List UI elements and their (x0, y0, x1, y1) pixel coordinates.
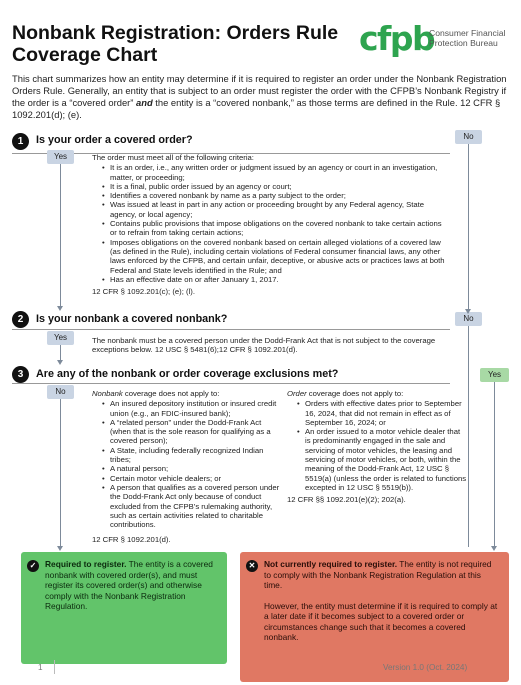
nonbank-exclusion: • A natural person; (102, 464, 282, 473)
title-line-1: Nonbank Registration: Orders Rule (12, 22, 339, 44)
question-3-number: 3 (12, 366, 29, 383)
flow-line-q2-no (468, 326, 469, 547)
required-text (45, 559, 217, 612)
question-3-text: Are any of the nonbank or order coverage exclusions met? (36, 368, 339, 380)
q2-no-pill: No (455, 312, 482, 326)
nonbank-exclusion: • A “related person” under the Dodd-Frank Act (when that is the sole reason for qualifying as a covered person); (102, 418, 282, 446)
not-required-text (264, 559, 499, 591)
question-2-divider (12, 329, 450, 330)
nonbank-exclusion: • A State, including federally recognized Indian tribes; (102, 446, 282, 465)
required-body: The entity is a covered nonbank with covered order(s), and must register its covered order(s) and otherwise comply with the Nonbank Registration Regulation. (45, 559, 213, 611)
q1-criterion: • Contains public provisions that impose obligations on the covered nonbank to take certain actions or to refrain from taking certain actions; (102, 219, 447, 238)
nonbank-exclusions-block (92, 389, 282, 545)
q1-criterion: • It is an order, i.e., any written order or judgment issued by an agency or court in an investigation, matter, or proceeding; (102, 163, 447, 182)
q2-text-block: The nonbank must be a covered person under the Dodd-Frank Act that is not subject to the coverage exceptions below. 12 USC § 5481(6);12 CFR § 1092.201(d). (92, 336, 436, 355)
version-label: Version 1.0 (Oct. 2024) (383, 663, 468, 672)
logo-line-1: Consumer Financial (429, 28, 506, 38)
flow-line-q3-to-required (60, 399, 61, 547)
intro-text-2: the entity is a “covered nonbank,” as those terms are defined in the Rule. 12 CFR § 1092.201(d); (e). (12, 97, 501, 120)
intro-text-1: This chart summarizes how an entity may determine if it is required to register an order under the Nonbank Registration Orders Rule. Generally, an entity that is subject to an order must register the order with the CFPB’s Nonbank Registry if the order is a “covered order” (12, 73, 507, 108)
close-icon: ✕ (246, 560, 258, 572)
q1-criterion: • Imposes obligations on the covered nonbank based on certain alleged violations of a covered law (as defined in the Rule), including certain violations of Federal consumer financial laws, any other laws enforced by the CFPB, and certain unfair, deceptive, or abusive acts or practices laws at both Federal and State levels identified in the Rule; and (102, 238, 447, 275)
intro-emphasis: and (136, 97, 153, 108)
order-exclusions-block (287, 389, 467, 505)
arrow-down-icon (57, 546, 63, 551)
flow-line-q3-yes (494, 382, 495, 547)
q1-citation: 12 CFR § 1092.201(c); (e); (l). (92, 287, 195, 297)
logo-mark: cfpb (359, 19, 435, 58)
q1-criterion: • Identifies a covered nonbank by name as a party subject to the order; (102, 191, 447, 200)
q1-yes-pill: Yes (47, 150, 74, 164)
nonbank-citation: 12 CFR § 1092.201(d). (92, 535, 171, 545)
order-exclusion: • Orders with effective dates prior to September 16, 2024, that did not remain in effect as of September 16, 2024; or (297, 399, 467, 427)
not-required-followup: However, the entity must determine if it is required to comply at a later date if it becomes subject to a covered order or circumstances change such that it becomes a covered nonbank. (264, 600, 498, 642)
q1-no-pill: No (455, 130, 482, 144)
q3-yes-pill: Yes (480, 368, 509, 382)
q3-no-pill: No (47, 385, 74, 399)
required-result-box (21, 552, 227, 664)
q1-criteria-block (92, 153, 447, 296)
q1-lead: The order must meet all of the following criteria: (92, 153, 254, 162)
question-2-number: 2 (12, 311, 29, 328)
title-line-2: Coverage Chart (12, 44, 158, 66)
q2-yes-pill: Yes (47, 331, 74, 345)
nonbank-exclusions-list (92, 399, 282, 529)
flow-line-q1-no (468, 144, 469, 311)
arrow-down-icon (57, 360, 63, 365)
page-title (12, 22, 342, 66)
arrow-down-icon (465, 309, 471, 314)
nonbank-exclusion: • Certain motor vehicle dealers; or (102, 474, 282, 483)
order-lead (287, 389, 467, 398)
q1-criterion: • Has an effective date on or after January 1, 2017. (102, 275, 447, 284)
checkmark-icon: ✓ (27, 560, 39, 572)
required-heading: Required to register. (45, 559, 127, 569)
arrow-down-icon (57, 306, 63, 311)
page-number: 1 (38, 663, 43, 672)
question-1-text: Is your order a covered order? (36, 134, 193, 146)
nonbank-exclusion: • A person that qualifies as a covered person under the Dodd-Frank Act only because of conduct excluded from the CFPB’s rulemaking authority, such as certain activities related to charitable contributions. (102, 483, 282, 529)
order-exclusion: • An order issued to a motor vehicle dealer that is predominantly engaged in the sale and servicing of motor vehicles, the leasing and servicing of motor vehicles, or both, within the meaning of the Dodd-Frank Act, 12 USC § 5519(a) (unless the order is related to functions excepted in 12 USC § 5519(b)). (297, 427, 467, 492)
question-3-divider (12, 383, 450, 384)
question-2-text: Is your nonbank a covered nonbank? (36, 313, 228, 325)
logo-text (429, 28, 519, 48)
q1-criteria-list (92, 163, 447, 284)
nonbank-exclusion: • An insured depository institution or insured credit union (e.g., an FDIC-insured bank); (102, 399, 282, 418)
order-exclusions-list (287, 399, 467, 492)
q1-criterion: • Was issued at least in part in any action or proceeding brought by any Federal agency, State agency, or local agency; (102, 200, 447, 219)
footer-divider (54, 660, 55, 674)
flow-line-q1-to-q2 (60, 164, 61, 308)
order-citation: 12 CFR §§ 1092.201(e)(2); 202(a). (287, 495, 406, 505)
order-lead-rest: coverage does not apply to: (306, 389, 404, 398)
not-required-heading: Not currently required to register. (264, 559, 398, 569)
cfpb-logo (359, 19, 519, 58)
nonbank-lead-emphasis: Nonbank (92, 389, 123, 398)
q1-criterion: • It is a final, public order issued by an agency or court; (102, 182, 447, 191)
not-required-body: The entity is not required to comply with the Nonbank Registration Regulation at this time. (264, 559, 492, 590)
not-required-result-box (240, 552, 509, 682)
logo-line-2: Protection Bureau (429, 38, 498, 48)
intro-paragraph (12, 73, 510, 121)
order-lead-emphasis: Order (287, 389, 307, 398)
nonbank-lead (92, 389, 282, 398)
question-1-number: 1 (12, 133, 29, 150)
arrow-down-icon (491, 546, 497, 551)
nonbank-lead-rest: coverage does not apply to: (122, 389, 220, 398)
